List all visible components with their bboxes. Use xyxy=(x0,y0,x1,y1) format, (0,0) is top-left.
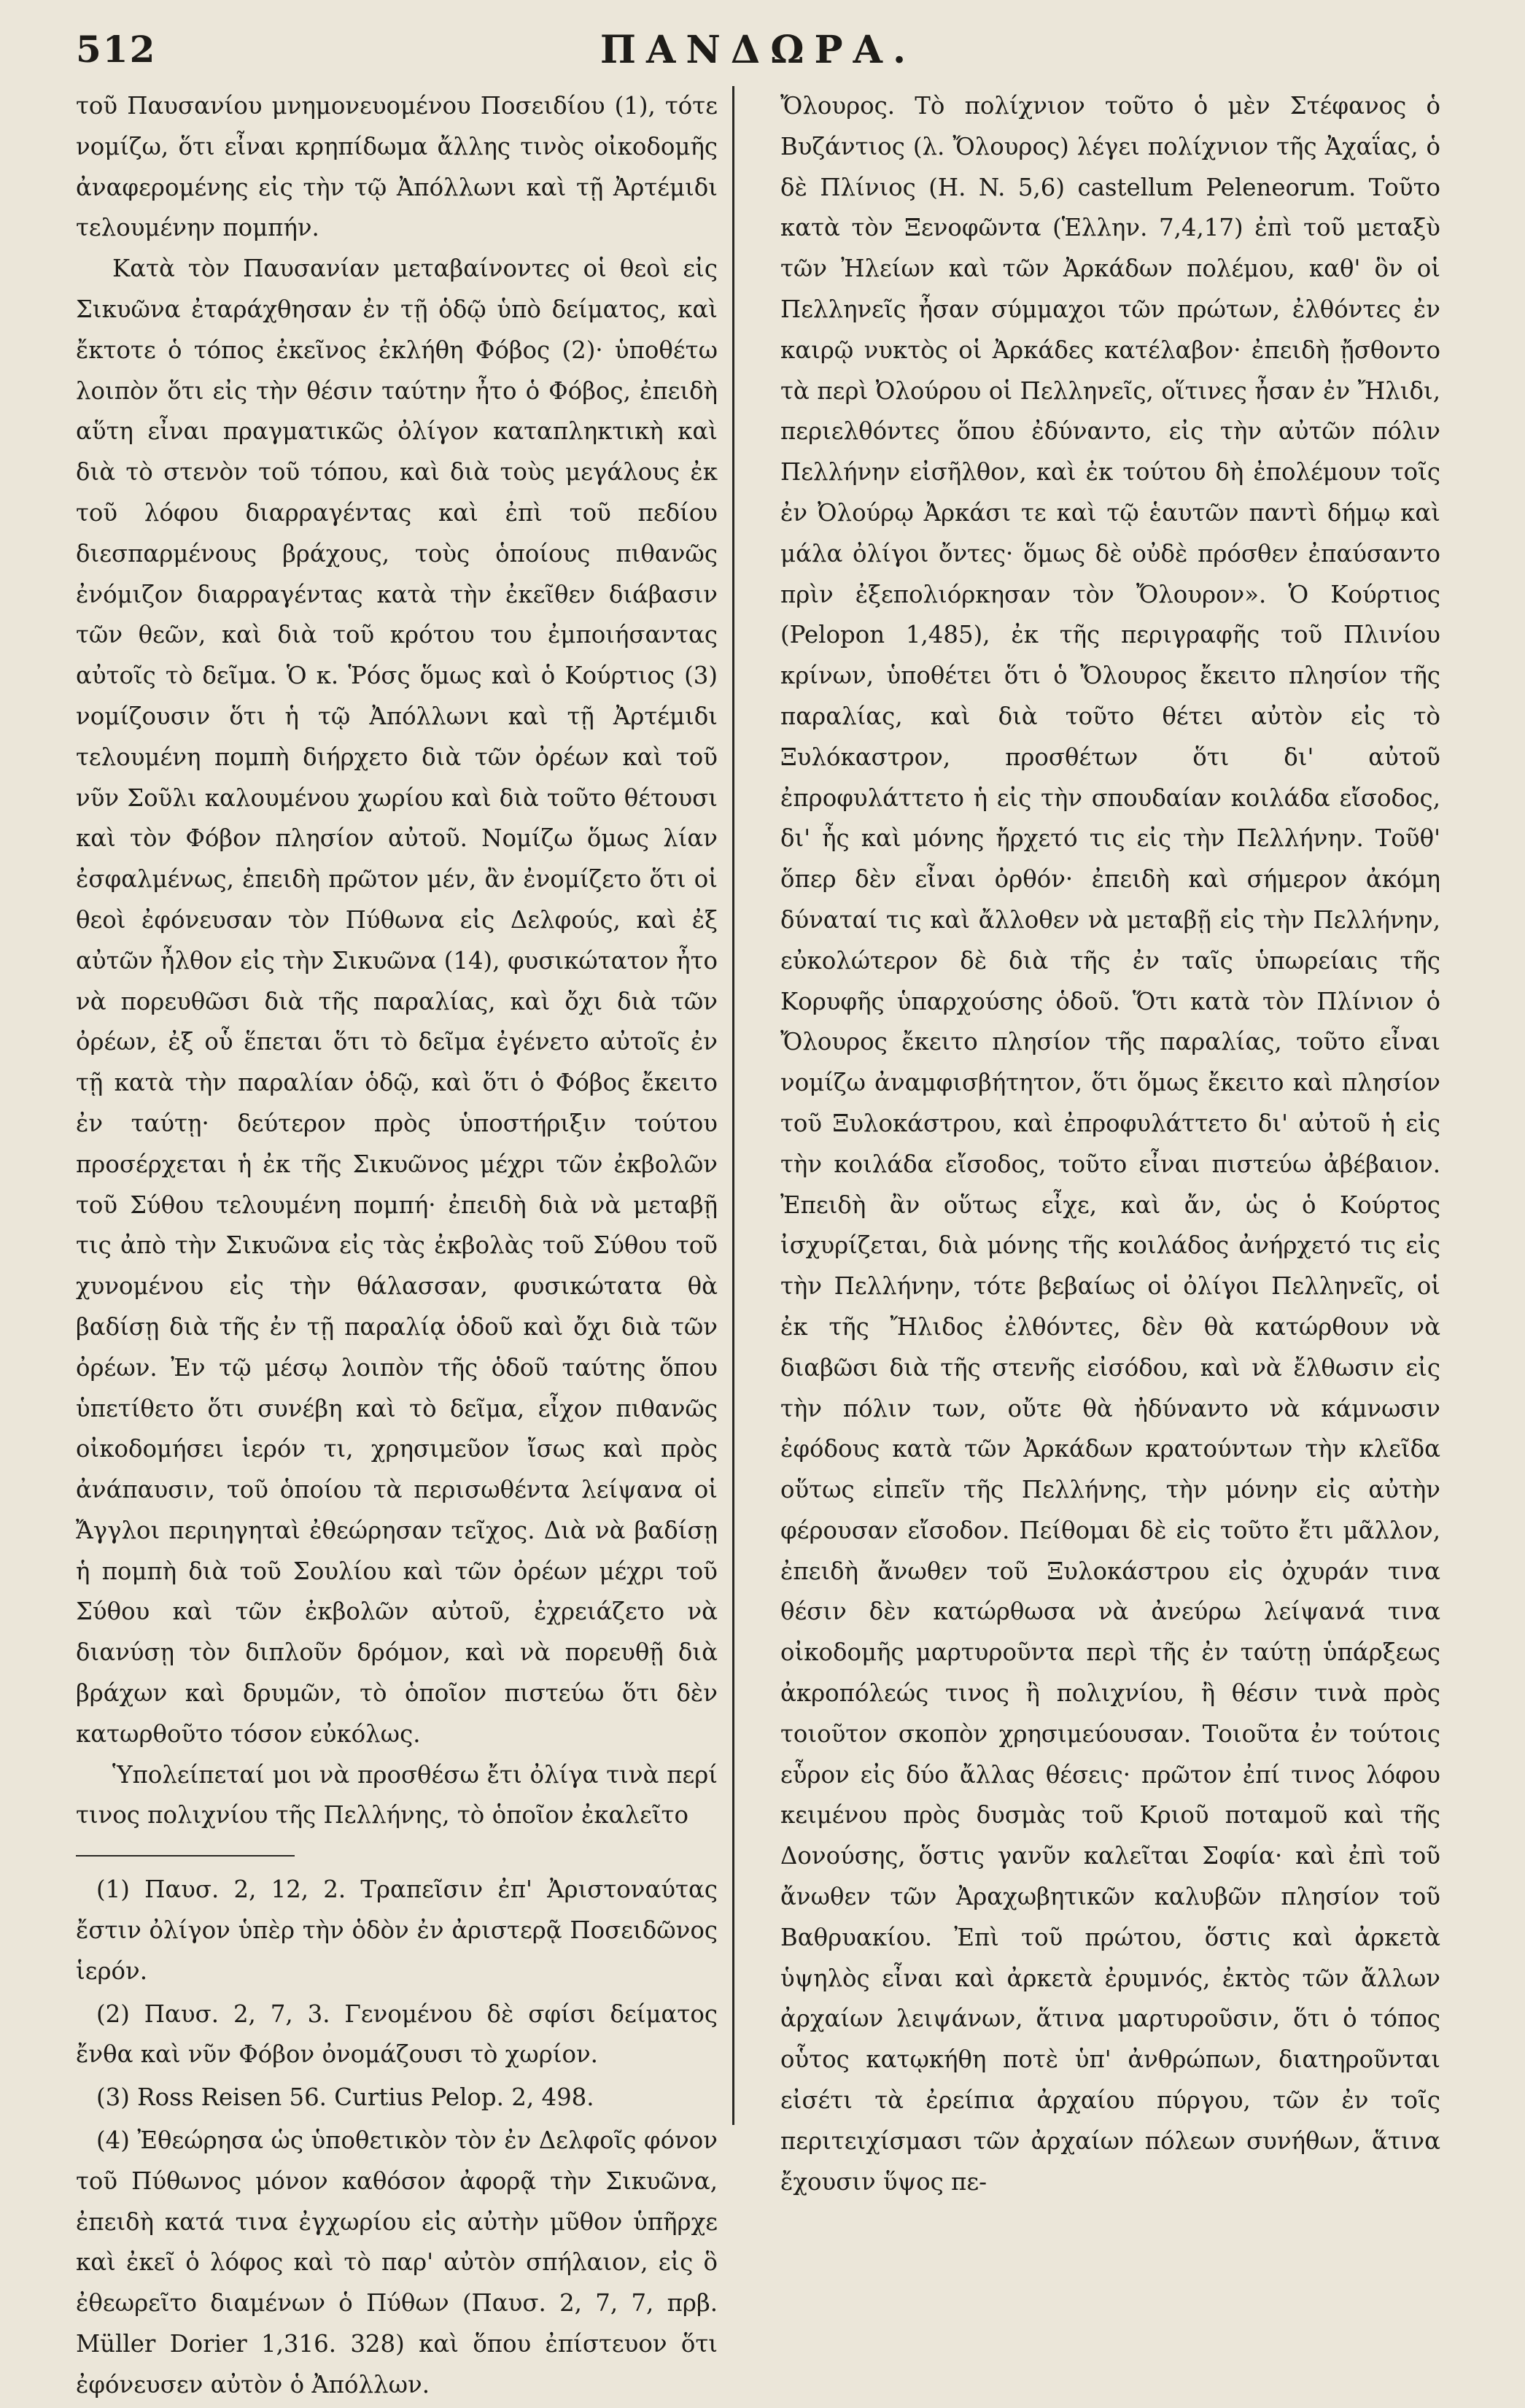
footnotes xyxy=(76,1870,718,2405)
page-number: 512 xyxy=(76,28,157,71)
column-divider-rule xyxy=(732,86,734,2125)
left-paragraph-1: τοῦ Παυσανίου μνημονευομένου Ποσειδίου (1), τότε νομίζω, ὅτι εἶναι κρηπίδωμα ἄλλης τινὸς οἰκοδομῆς ἀναφερομένης εἰς τὴν τῷ Ἀπόλλωνι καὶ τῇ Ἀρτέμιδι τελουμένην πομπήν. xyxy=(76,92,718,242)
left-column xyxy=(76,86,718,2408)
running-title: ΠΑΝΔΩΡΑ. xyxy=(599,28,917,72)
right-paragraph-1: Ὄλουρος. Τὸ πολίχνιον τοῦτο ὁ μὲν Στέφανος ὁ Βυζάντιος (λ. Ὄλουρος) λέγει πολίχνιον τῆς Ἀχαΐας, ὁ δὲ Πλίνιος (H. N. 5,6) castellum Peleneorum. Τοῦτο κατὰ τὸν Ξενοφῶντα (Ἑλλην. 7,4,17) ἐπὶ τοῦ μεταξὺ τῶν Ἠλείων καὶ τῶν Ἀρκάδων πολέμου, καθ' ὃν οἱ Πελληνεῖς ἦσαν σύμμαχοι τῶν πρώτων, ἐλθόντες ἐν καιρῷ νυκτὸς οἱ Ἀρκάδες κατέλαβον· ἐπειδὴ ᾔσθοντο τὰ περὶ Ὀλούρου οἱ Πελληνεῖς, οἵτινες ἦσαν ἐν Ἤλιδι, περιελθόντες ὅπου ἐδύναντο, εἰς τὴν αὐτῶν πόλιν Πελλήνην εἰσῆλθον, καὶ ἐκ τούτου δὴ ἐπολέμουν τοῖς ἐν Ὀλούρῳ Ἀρκάσι τε καὶ τῷ ἑαυτῶν παντὶ δήμῳ καὶ μάλα ὀλίγοι ὄντες· ὅμως δὲ οὐδὲ πρόσθεν ἐπαύσαντο πρὶν ἐξεπολιόρκησαν τὸν Ὄλουρον». Ὁ Κούρτιος (Pelopon 1,485), ἐκ τῆς περιγραφῆς τοῦ Πλινίου κρίνων, ὑποθέτει ὅτι ὁ Ὄλουρος ἔκειτο πλησίον τῆς παραλίας, καὶ διὰ τοῦτο θέτει αὐτὸν εἰς τὸ Ξυλόκαστρον, προσθέτων ὅτι δι' αὐτοῦ ἐπροφυλάττετο ἡ εἰς τὴν σπουδαίαν κοιλάδα εἴσοδος, δι' ἧς καὶ μόνης ἤρχετό τις εἰς τὴν Πελλήνην. Τοῦθ' ὅπερ δὲν εἶναι ὀρθόν· ἐπειδὴ καὶ σήμερον ἀκόμη δύναταί τις καὶ ἄλλοθεν νὰ μεταβῇ εἰς τὴν Πελλήνην, εὐκολώτερον δὲ διὰ τῆς ἐν ταῖς ὑπωρείαις τῆς Κορυφῆς ὑπαρχούσης ὁδοῦ. Ὅτι κατὰ τὸν Πλίνιον ὁ Ὄλουρος ἔκειτο πλησίον τῆς παραλίας, τοῦτο εἶναι νομίζω ἀναμφισβήτητον, ὅτι ὅμως ἔκειτο καὶ πλησίον τοῦ Ξυλοκάστρου, καὶ ἐπροφυλάττετο δι' αὐτοῦ ἡ εἰς τὴν κοιλάδα εἴσοδος, τοῦτο εἶναι πιστεύω ἀβέβαιον. Ἐπειδὴ ἂν οὕτως εἶχε, καὶ ἄν, ὡς ὁ Κούρτος ἰσχυρίζεται, διὰ μόνης τῆς κοιλάδος ἀνήρχετό τις εἰς τὴν Πελλήνην, τότε βεβαίως οἱ ὀλίγοι Πελληνεῖς, οἱ ἐκ τῆς Ἤλιδος ἐλθόντες, δὲν θὰ κατώρθουν νὰ διαβῶσι διὰ τῆς στενῆς εἰσόδου, καὶ νὰ ἔλθωσιν εἰς τὴν πόλιν των, οὔτε θὰ ἠδύναντο νὰ κάμνωσιν ἐφόδους κατὰ τῶν Ἀρκάδων κρατούντων τὴν κλεῖδα οὕτως εἰπεῖν τῆς Πελλήνης, τὴν μόνην εἰς αὐτὴν φέρουσαν εἴσοδον. Πείθομαι δὲ εἰς τοῦτο ἔτι μᾶλλον, ἐπειδὴ ἄνωθεν τοῦ Ξυλοκάστρου εἰς ὀχυράν τινα θέσιν δὲν κατώρθωσα νὰ ἀνεύρω λείψανά τινα οἰκοδομῆς μαρτυροῦντα περὶ τῆς ἐν ταύτῃ ὑπάρξεως ἀκροπόλεώς τινος ἢ πολιχνίου, ἢ θέσιν τινὰ πρὸς τοιοῦτον σκοπὸν χρησιμεύουσαν. Τοιοῦτα ἐν τούτοις εὗρον εἰς δύο ἄλλας θέσεις· πρῶτον ἐπί τινος λόφου κειμένου πρὸς δυσμὰς τοῦ Κριοῦ ποταμοῦ καὶ τῆς Δονούσης, ὅστις γανῦν καλεῖται Σοφία· καὶ ἐπὶ τοῦ ἄνωθεν τῶν Ἀραχωβητικῶν καλυβῶν πλησίον τοῦ Βαθρυακίου. Ἐπὶ τοῦ πρώτου, ὅστις καὶ ἀρκετὰ ὑψηλὸς εἶναι καὶ ἀρκετὰ ἐρυμνός, ἐκτὸς τῶν ἄλλων ἀρχαίων λειψάνων, ἅτινα μαρτυροῦσιν, ὅτι ὁ τόπος οὗτος κατῳκήθη ποτὲ ὑπ' ἀνθρώπων, διατηροῦνται εἰσέτι τὰ ἐρείπια ἀρχαίου πύργου, τῶν ἐν τοῖς περιτειχίσμασι τῶν ἀρχαίων πόλεων συνήθων, ἅτινα ἔχουσιν ὕψος πε- xyxy=(780,92,1440,2196)
footnote-1: (1) Παυσ. 2, 12, 2. Τραπεῖσιν ἐπ' Ἀριστοναύτας ἔστιν ὀλίγον ὑπὲρ τὴν ὁδὸν ἐν ἀριστερᾷ Ποσειδῶνος ἱερόν. xyxy=(76,1875,718,1985)
footnote-3: (3) Ross Reisen 56. Curtius Pelop. 2, 498. xyxy=(96,2083,594,2112)
footnote-4: (4) Ἐθεώρησα ὡς ὑποθετικὸν τὸν ἐν Δελφοῖς φόνον τοῦ Πύθωνος μόνον καθόσον ἀφορᾷ τὴν Σικυῶνα, ἐπειδὴ κατά τινα ἐγχωρίου εἰς αὐτὴν μῦθον ὑπῆρχε καὶ ἐκεῖ ὁ λόφος καὶ τὸ παρ' αὐτὸν σπήλαιον, εἰς ὃ ἐθεωρεῖτο διαμένων ὁ Πύθων (Παυσ. 2, 7, 7, πρβ. Müller Dorier 1,316. 328) καὶ ὅπου ἐπίστευον ὅτι ἐφόνευσεν αὐτὸν ὁ Ἀπόλλων. xyxy=(76,2126,718,2399)
left-paragraph-2: Κατὰ τὸν Παυσανίαν μεταβαίνοντες οἱ θεοὶ εἰς Σικυῶνα ἐταράχθησαν ἐν τῇ ὁδῷ ὑπὸ δείματος, καὶ ἔκτοτε ὁ τόπος ἐκεῖνος ἐκλήθη Φόβος (2)· ὑποθέτω λοιπὸν ὅτι εἰς τὴν θέσιν ταύτην ἦτο ὁ Φόβος, ἐπειδὴ αὕτη εἶναι πραγματικῶς ὀλίγον καταπληκτικὴ καὶ διὰ τὸ στενὸν τοῦ τόπου, καὶ διὰ τοὺς μεγάλους ἐκ τοῦ λόφου διαρραγέντας καὶ ἐπὶ τοῦ πεδίου διεσπαρμένους βράχους, τοὺς ὁποίους πιθανῶς ἐνόμιζον διαρραγέντας κατὰ τὴν ἐκεῖθεν διάβασιν τῶν θεῶν, καὶ διὰ τοῦ κρότου του ἐμποιήσαντας αὐτοῖς τὸ δεῖμα. Ὁ κ. Ῥόσς ὅμως καὶ ὁ Κούρτιος (3) νομίζουσιν ὅτι ἡ τῷ Ἀπόλλωνι καὶ τῇ Ἀρτέμιδι τελουμένη πομπὴ διήρχετο διὰ τῶν ὀρέων καὶ τοῦ νῦν Σοῦλι καλουμένου χωρίου καὶ διὰ τοῦτο θέτουσι καὶ τὸν Φόβον πλησίον αὐτοῦ. Νομίζω ὅμως λίαν ἐσφαλμένως, ἐπειδὴ πρῶτον μέν, ἂν ἐνομίζετο ὅτι οἱ θεοὶ ἐφόνευσαν τὸν Πύθωνα εἰς Δελφούς, καὶ ἐξ αὐτῶν ἦλθον εἰς τὴν Σικυῶνα (14), φυσικώτατον ἦτο νὰ πορευθῶσι διὰ τῆς παραλίας, καὶ ὄχι διὰ τῶν ὀρέων, ἐξ οὗ ἕπεται ὅτι τὸ δεῖμα ἐγένετο αὐτοῖς ἐν τῇ κατὰ τὴν παραλίαν ὁδῷ, καὶ ὅτι ὁ Φόβος ἔκειτο ἐν ταύτῃ· δεύτερον πρὸς ὑποστήριξιν τούτου προσέρχεται ἡ ἐκ τῆς Σικυῶνος μέχρι τῶν ἐκβολῶν τοῦ Σύθου τελουμένη πομπή· ἐπειδὴ διὰ νὰ μεταβῇ τις ἀπὸ τὴν Σικυῶνα εἰς τὰς ἐκβολὰς τοῦ Σύθου τοῦ χυνομένου εἰς τὴν θάλασσαν, φυσικώτατα θὰ βαδίσῃ διὰ τῆς ἐν τῇ παραλίᾳ ὁδοῦ καὶ ὄχι διὰ τῶν ὀρέων. Ἐν τῷ μέσῳ λοιπὸν τῆς ὁδοῦ ταύτης ὅπου ὑπετίθετο ὅτι συνέβη καὶ τὸ δεῖμα, εἶχον πιθανῶς οἰκοδομήσει ἱερόν τι, χρησιμεῦον ἴσως καὶ πρὸς ἀνάπαυσιν, τοῦ ὁποίου τὰ περισωθέντα λείψανα οἱ Ἄγγλοι περιηγηταὶ ἐθεώρησαν τεῖχος. Διὰ νὰ βαδίσῃ ἡ πομπὴ διὰ τοῦ Σουλίου καὶ τῶν ὀρέων μέχρι τοῦ Σύθου καὶ τῶν ἐκβολῶν αὐτοῦ, ἐχρειάζετο νὰ διανύσῃ τὸν διπλοῦν δρόμον, καὶ νὰ πορευθῇ διὰ βράχων καὶ δρυμῶν, τὸ ὁποῖον πιστεύω ὅτι δὲν κατωρθοῦτο τόσον εὐκόλως. xyxy=(76,255,718,1748)
left-paragraph-3: Ὑπολείπεταί μοι νὰ προσθέσω ἔτι ὀλίγα τινὰ περί τινος πολιχνίου τῆς Πελλήνης, τὸ ὁποῖον ἐκαλεῖτο xyxy=(76,1760,718,1830)
two-column-body xyxy=(76,86,1440,2408)
footnote-2: (2) Παυσ. 2, 7, 3. Γενομένου δὲ σφίσι δείματος ἔνθα καὶ νῦν Φόβον ὀνομάζουσι τὸ χωρίον. xyxy=(76,1999,718,2069)
page-header xyxy=(76,28,1440,86)
right-column xyxy=(780,86,1440,2408)
footnote-separator xyxy=(76,1855,295,1857)
